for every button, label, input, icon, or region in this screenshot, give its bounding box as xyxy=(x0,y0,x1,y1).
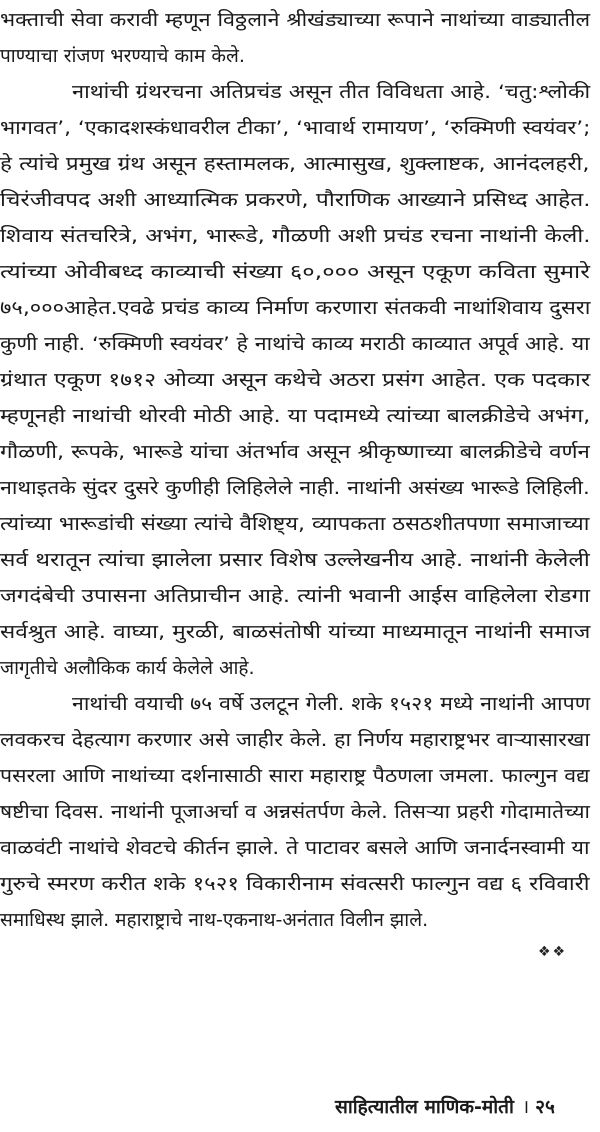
text-line: भागवत’, ‘एकादशस्कंधावरील टीका’, ‘भावार्थ रामायण’, ‘रुक्मिणी स्वयंवर’; xyxy=(0,117,591,139)
text-line: नाथांची ग्रंथरचना अतिप्रचंड असून तीत विविधता आहे. ‘चतु:श्लोकी xyxy=(72,81,591,103)
text-line: पसरला आणि नाथांच्या दर्शनासाठी सारा महाराष्ट्र पैठणला जमला. फाल्गुन वद्य xyxy=(0,765,590,787)
text-line: ७५,०००आहेत.एवढे प्रचंड काव्य निर्माण करणारा संतकवी नाथांशिवाय दुसरा xyxy=(0,297,591,319)
footer-separator: । xyxy=(521,1096,530,1118)
text-line: पाण्याचा रांजण भरण्याचे काम केले. xyxy=(0,45,245,67)
text-line: नाथांची वयाची ७५ वर्षे उलटून गेली. शके १५२१ मध्ये नाथांनी आपण xyxy=(72,693,591,715)
text-line: गौळणी, रूपके, भारूडे यांचा अंतर्भाव असून श्रीकृष्णाच्या बालक्रीडेचे वर्णन xyxy=(0,441,590,463)
text-line: चिरंजीवपद अशी आध्यात्मिक प्रकरणे, पौराणिक आख्याने प्रसिध्द आहेत. xyxy=(0,189,591,211)
text-line: षष्टीचा दिवस. नाथांनी पूजाअर्चा व अन्नसंतर्पण केले. तिसऱ्या प्रहरी गोदामातेच्या xyxy=(0,801,590,823)
text-line: त्यांच्या भारूडांची संख्या त्यांचे वैशिष्ट्य, व्यापकता ठसठशीतपणा समाजाच्या xyxy=(0,513,590,535)
text-line: लवकरच देहत्याग करणार असे जाहीर केले. हा निर्णय महाराष्ट्रभर वाऱ्यासारखा xyxy=(0,729,590,751)
book-title: साहित्यातील माणिक-मोती xyxy=(335,1096,514,1118)
text-line: हे त्यांचे प्रमुख ग्रंथ असून हस्तामलक, आत्मासुख, शुक्लाष्टक, आनंदलहरी, xyxy=(0,153,590,175)
text-line: म्हणूनही नाथांची थोरवी मोठी आहे. या पदामध्ये त्यांच्या बालक्रीडेचे अभंग, xyxy=(0,405,591,427)
text-line: जागृतीचे अलौकिक कार्य केलेले आहे. xyxy=(0,657,255,679)
section-end-ornament: ❖❖ xyxy=(538,944,568,960)
page-number: २५ xyxy=(535,1096,555,1118)
text-line: भक्ताची सेवा करावी म्हणून विठ्ठलाने श्रीखंड्याच्या रूपाने नाथांच्या वाड्यातील xyxy=(0,9,591,31)
text-line: गुरुचे स्मरण करीत शके १५२१ विकारीनाम संवत्सरी फाल्गुन वद्य ६ रविवारी xyxy=(0,873,590,895)
text-line: ग्रंथात एकूण १७१२ ओव्या असून कथेचे अठरा प्रसंग आहेत. एक पदकार xyxy=(0,369,591,391)
text-line: वाळवंटी नाथांचे शेवटचे कीर्तन झाले. ते पाटावर बसले आणि जनार्दनस्वामी या xyxy=(0,837,590,859)
text-line: नाथाइतके सुंदर दुसरे कुणीही लिहिलेले नाही. नाथांनी असंख्य भारूडे लिहिली. xyxy=(0,477,590,499)
text-line: जगदंबेची उपासना अतिप्राचीन आहे. त्यांनी भवानी आईस वाहिलेला रोडगा xyxy=(0,585,591,607)
text-line: त्यांच्या ओवीबध्द काव्याची संख्या ६०,००० असून एकूण कविता सुमारे xyxy=(0,261,590,283)
page-footer xyxy=(335,1090,555,1124)
text-line: शिवाय संतचरित्रे, अभंग, भारूडे, गौळणी अशी प्रचंड रचना नाथांनी केली. xyxy=(0,225,591,247)
text-line: कुणी नाही. ‘रुक्मिणी स्वयंवर’ हे नाथांचे काव्य मराठी काव्यात अपूर्व आहे. या xyxy=(0,333,590,355)
text-line: सर्वश्रुत आहे. वाघ्या, मुरळी, बाळसंतोषी यांच्या माध्यमातून नाथांनी समाज xyxy=(0,621,591,643)
text-line: समाधिस्थ झाले. महाराष्ट्राचे नाथ-एकनाथ-अनंतात विलीन झाले. xyxy=(0,909,429,931)
text-line: सर्व थरातून त्यांचा झालेला प्रसार विशेष उल्लेखनीय आहे. नाथांनी केलेली xyxy=(0,549,590,571)
